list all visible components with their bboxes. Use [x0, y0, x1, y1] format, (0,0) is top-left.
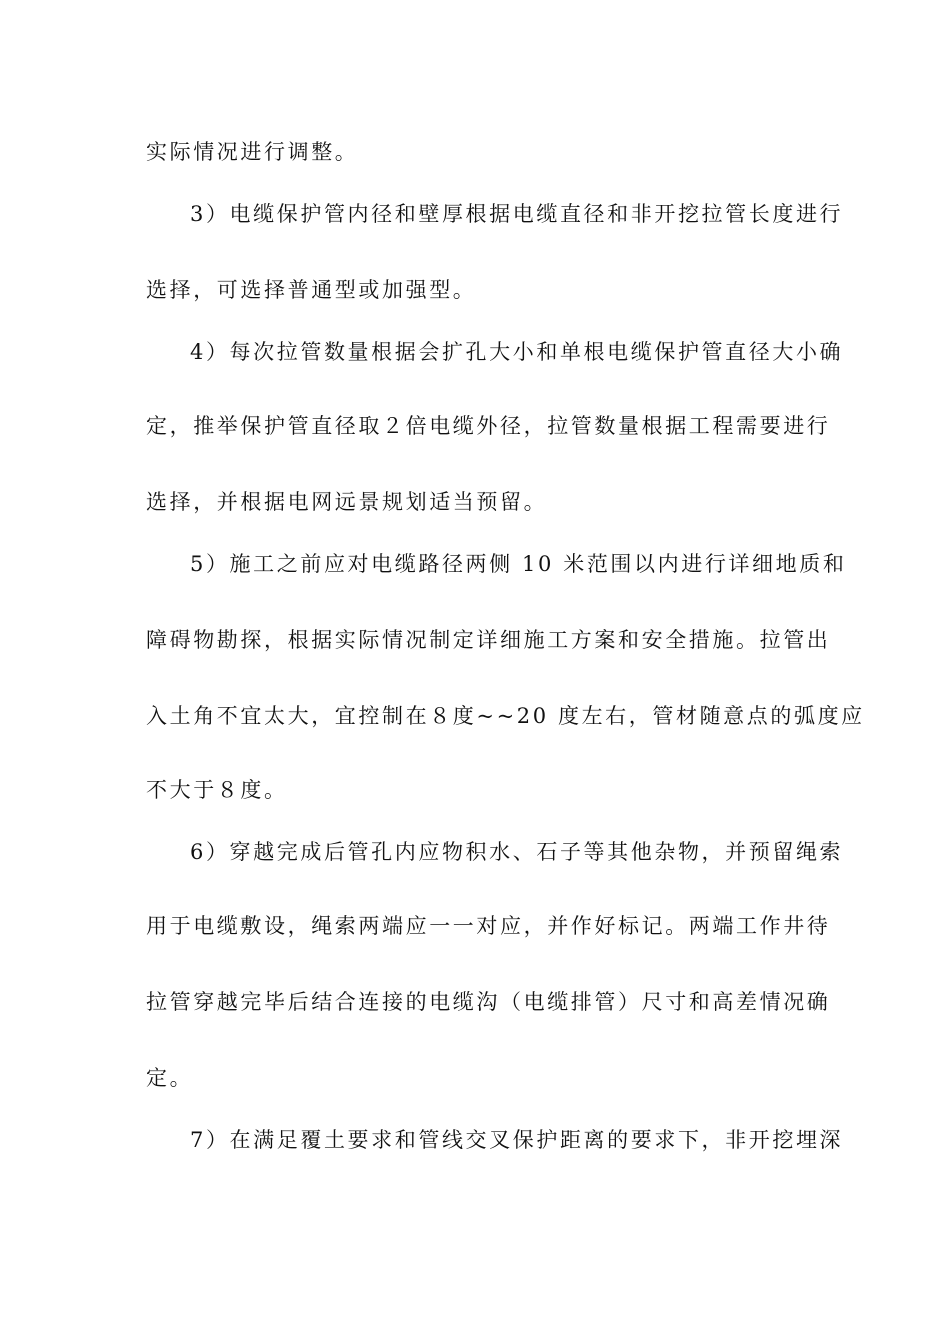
text-line: 用于电缆敷设，绳索两端应一一对应，并作好标记。两端工作井待: [146, 914, 831, 938]
paragraph-3-start: 3）电缆保护管内径和壁厚根据电缆直径和非开挖拉管长度进行: [190, 202, 844, 226]
paragraph-4-start: 4）每次拉管数量根据会扩孔大小和单根电缆保护管直径大小确: [190, 340, 844, 364]
text-line: 不大于８度。: [146, 778, 288, 802]
text-line: 拉管穿越完毕后结合连接的电缆沟（电缆排管）尺寸和高差情况确: [146, 990, 831, 1014]
paragraph-7-start: 7）在满足覆土要求和管线交叉保护距离的要求下，非开挖埋深: [190, 1128, 844, 1152]
text-line: 选择，并根据电网远景规划适当预留。: [146, 490, 548, 514]
text-line: 障碍物勘探，根据实际情况制定详细施工方案和安全措施。拉管出: [146, 628, 831, 652]
text-line: 实际情况进行调整。: [146, 140, 359, 164]
text-line: 定，推举保护管直径取２倍电缆外径，拉管数量根据工程需要进行: [146, 414, 831, 438]
text-line: 入土角不宜太大，宜控制在８度~~20 度左右，管材随意点的弧度应: [146, 704, 865, 728]
text-line: 选择，可选择普通型或加强型。: [146, 278, 477, 302]
paragraph-5-start: 5）施工之前应对电缆路径两侧 10 米范围以内进行详细地质和: [190, 552, 847, 576]
paragraph-6-start: 6）穿越完成后管孔内应物积水、石子等其他杂物，并预留绳索: [190, 840, 844, 864]
text-line: 定。: [146, 1066, 194, 1090]
